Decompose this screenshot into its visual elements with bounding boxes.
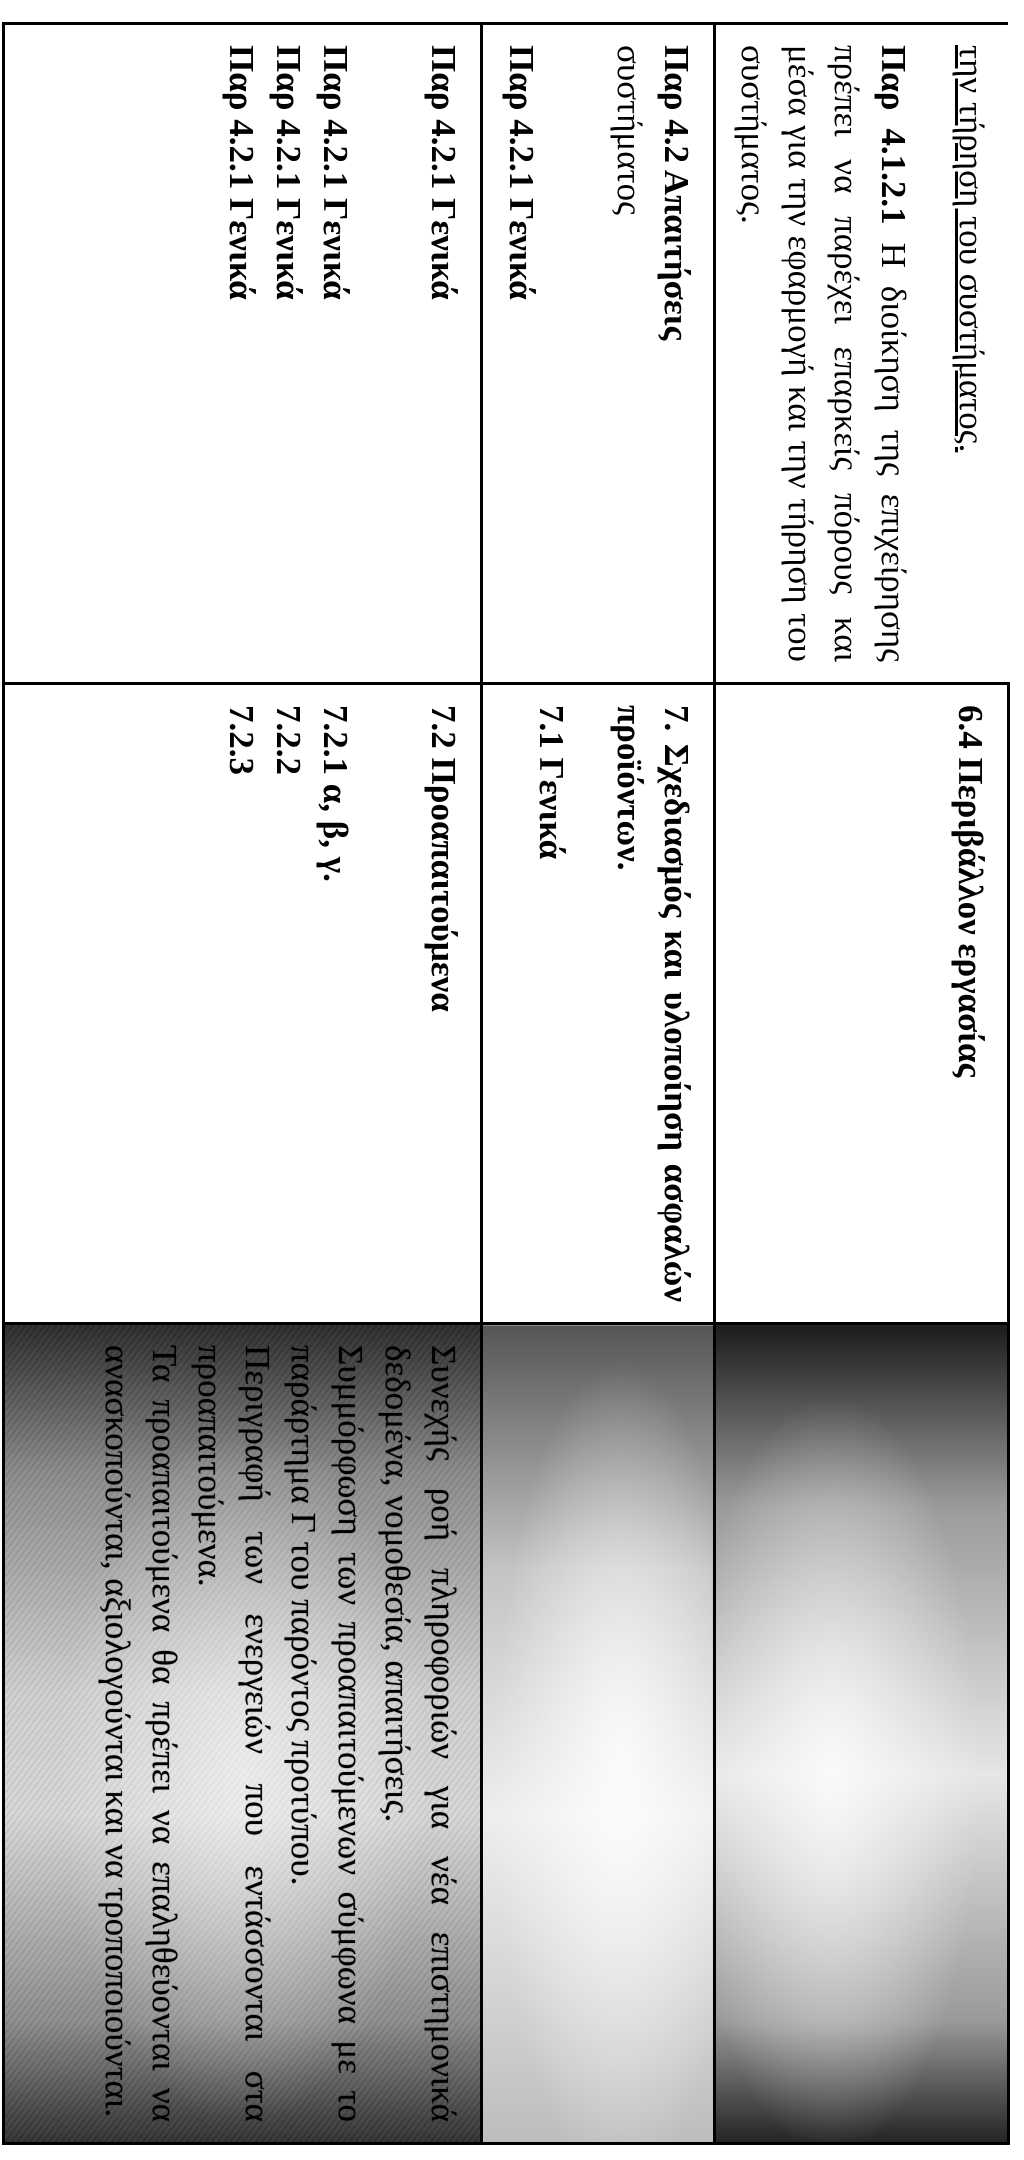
clause-reference: 7.1 Γενικά [531, 705, 571, 860]
comment-paragraph: Περιγραφή των ενεργειών που εντάσσονται στα προαπαιτούμενα. [191, 1345, 277, 2122]
clause-reference: Παρ 4.2.1 Γενικά [424, 45, 464, 300]
clause-heading: 7.2 Προαπαιτούμενα [424, 705, 464, 1012]
iso-9001-clause-cell [482, 24, 715, 684]
comments-cell [4, 1324, 482, 2144]
clause-heading-continuation: συστήματος [610, 45, 650, 215]
requirements-cross-reference-table [2, 22, 1010, 2145]
clause-heading: 6.4 Περιβάλλον εργασίας [951, 705, 990, 1078]
clause-reference: 7.2.3 [222, 705, 262, 775]
iso-9001-clause-cell [4, 24, 482, 684]
clause-heading: Παρ 4.2 Απαιτήσεις [656, 45, 696, 341]
table-row [482, 24, 715, 2144]
comment-paragraph: Τα προαπαιτούμενα θα πρέπει να επαληθεύονται να ανασκοπούνται, αξιολογούνται και να τροποποιούνται. [98, 1345, 184, 2122]
clause-heading: 7. Σχεδιασμός και υλοποίηση ασφαλών προϊόντων. [610, 705, 696, 1302]
standard-clause-cell [714, 684, 1008, 1324]
standard-clause-cell [4, 684, 482, 1324]
table-row [4, 24, 482, 2144]
comments-cell [714, 1324, 1008, 2144]
comment-paragraph: Συμμόρφωση των προαπαιτούμενων σύμφωνα με το παράρτημα Γ του παρόντος προτύπου. [284, 1345, 371, 2122]
clause-reference: 7.2.2 [269, 705, 309, 775]
clause-reference: 7.2.1 α, β, γ. [315, 705, 355, 882]
table-row [714, 24, 1008, 2144]
standard-clause-cell [482, 684, 715, 1324]
clause-paragraph [730, 45, 916, 662]
comments-cell [482, 1324, 715, 2144]
clause-reference: Παρ 4.2.1 Γενικά [315, 45, 355, 300]
continued-clause-text: την τήρηση του συστήματος. [952, 45, 992, 453]
clause-reference: Παρ 4.2.1 Γενικά [501, 45, 541, 300]
iso-9001-clause-cell [714, 24, 1008, 684]
clause-reference: Παρ 4.1.2.1 [873, 45, 913, 225]
clause-reference: Παρ 4.2.1 Γενικά [269, 45, 309, 300]
clause-body-text: Η διοίκηση της επιχείρησης πρέπει να παρέχει επαρκείς πόρους και μέσα για την εφαρμογή και την τήρηση του συστήματος. [734, 45, 913, 662]
clause-reference: Παρ 4.2.1 Γενικά [222, 45, 262, 300]
comment-paragraph: Συνεχής ροή πληροφοριών για νέα επιστημονικά δεδομένα, νομοθεσία, απαιτήσεις. [377, 1345, 464, 2122]
